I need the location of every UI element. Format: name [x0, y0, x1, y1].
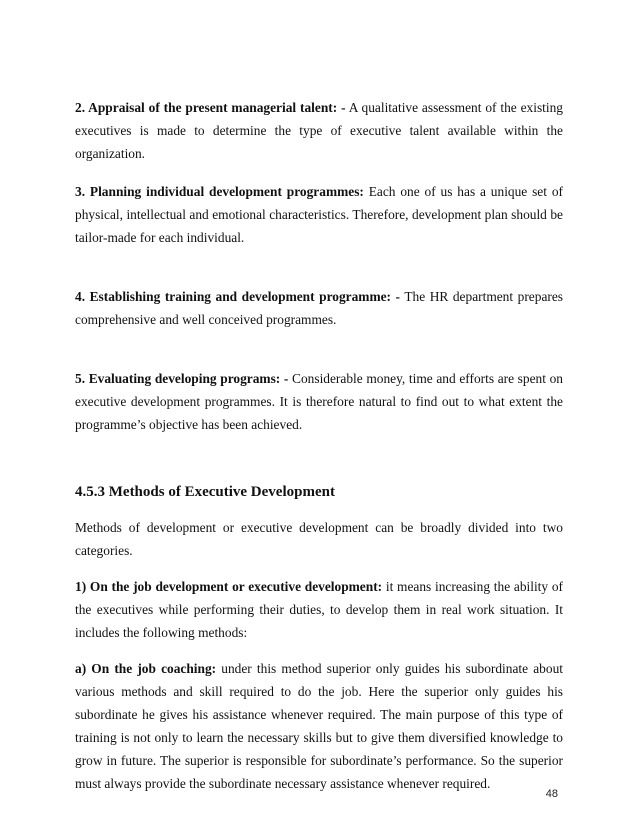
paragraph-text: The HR department prepares comprehensive and well conceived programmes.	[75, 289, 563, 327]
paragraph-text: Considerable money, time and efforts are spent on executive development programmes. It is therefore natural to find out to what extent the programme’s objective has been achieved.	[75, 371, 563, 432]
paragraph-label: 4. Establishing training and development programme: -	[75, 289, 401, 304]
paragraph-label: 2. Appraisal of the present managerial talent: -	[75, 100, 346, 115]
paragraph-text: Each one of us has a unique set of physical, intellectual and emotional characteristics. Therefore, development plan should be tailor-made for each individual.	[75, 184, 563, 245]
paragraph-establishing	[75, 285, 563, 331]
section-heading: 4.5.3 Methods of Executive Development	[75, 484, 335, 500]
paragraph-appraisal	[75, 96, 563, 165]
page-content	[75, 96, 563, 795]
page-number: 48	[545, 788, 558, 800]
paragraph-label: 5. Evaluating developing programs: -	[75, 371, 289, 386]
paragraph-planning	[75, 180, 563, 249]
paragraph-intro: Methods of development or executive development can be broadly divided into two categories.	[75, 520, 563, 558]
paragraph-on-job-coaching	[75, 657, 563, 795]
paragraph-text: it means increasing the ability of the executives while performing their duties, to develop them in real work situation. It includes the following methods:	[75, 579, 563, 640]
paragraph-label: a) On the job coaching:	[75, 661, 217, 676]
paragraph-on-job-development	[75, 575, 563, 644]
paragraph-text: under this method superior only guides his subordinate about various methods and skill required to do the job. Here the superior only guides his subordinate he gives his assistance whenever required. The main purpose of this type of training is not only to learn the necessary skills but to give them diversified knowledge to grow in future. The superior is responsible for subordinate’s performance. So the superior must always provide the subordinate necessary assistance whenever required.	[75, 661, 563, 791]
paragraph-text: A qualitative assessment of the existing executives is made to determine the type of executive talent available within the organization.	[75, 100, 564, 161]
paragraph-label: 1) On the job development or executive development:	[75, 579, 383, 594]
paragraph-label: 3. Planning individual development programmes:	[75, 184, 364, 199]
paragraph-evaluating	[75, 367, 563, 436]
